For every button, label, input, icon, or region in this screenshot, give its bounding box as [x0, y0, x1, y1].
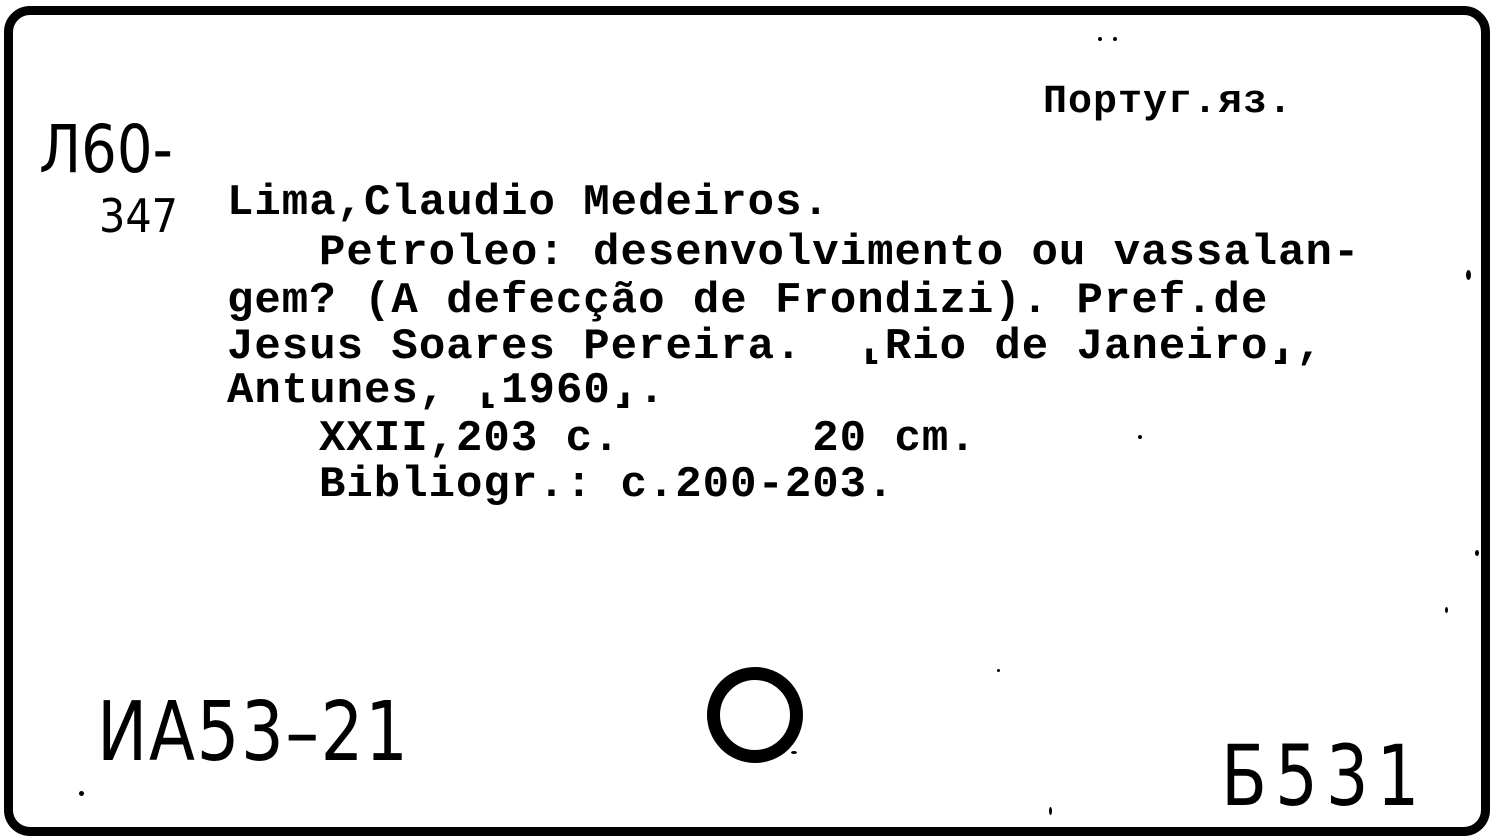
author-heading: Lima,Claudio Medeiros. — [227, 178, 830, 228]
scan-speck — [1138, 435, 1142, 439]
scan-speck — [997, 669, 1000, 672]
scan-speck — [1098, 37, 1102, 41]
scan-speck — [1445, 607, 1448, 613]
title-line-1: Petroleo: desenvolvimento ou vassalan- — [319, 228, 1361, 278]
scan-speck — [791, 751, 797, 754]
physical-description: XXII,203 c. 20 cm. — [319, 414, 977, 464]
scan-speck — [1475, 550, 1479, 556]
scan-speck — [79, 791, 84, 796]
scan-speck — [1113, 37, 1117, 41]
call-number-line1: Л60- — [39, 111, 173, 188]
bottom-left-code: ИА53–21 — [97, 685, 410, 780]
catalog-card — [4, 6, 1490, 836]
call-number-line2: 347 — [99, 189, 179, 243]
scan-speck — [1049, 807, 1052, 815]
card-punch-hole — [707, 667, 803, 763]
title-line-3: Jesus Soares Pereira. ⸤Rio de Janeiro⸥, — [227, 322, 1324, 372]
bibliography-note: Bibliogr.: c.200-203. — [319, 460, 895, 510]
title-line-2: gem? (A defecção de Frondizi). Pref.de — [227, 276, 1269, 326]
bottom-right-code: Б531 — [1221, 727, 1428, 825]
scan-speck — [1466, 270, 1471, 280]
language-label: Португ.яз. — [1043, 80, 1294, 125]
title-line-4: Antunes, ⸤1960⸥. — [227, 366, 666, 416]
